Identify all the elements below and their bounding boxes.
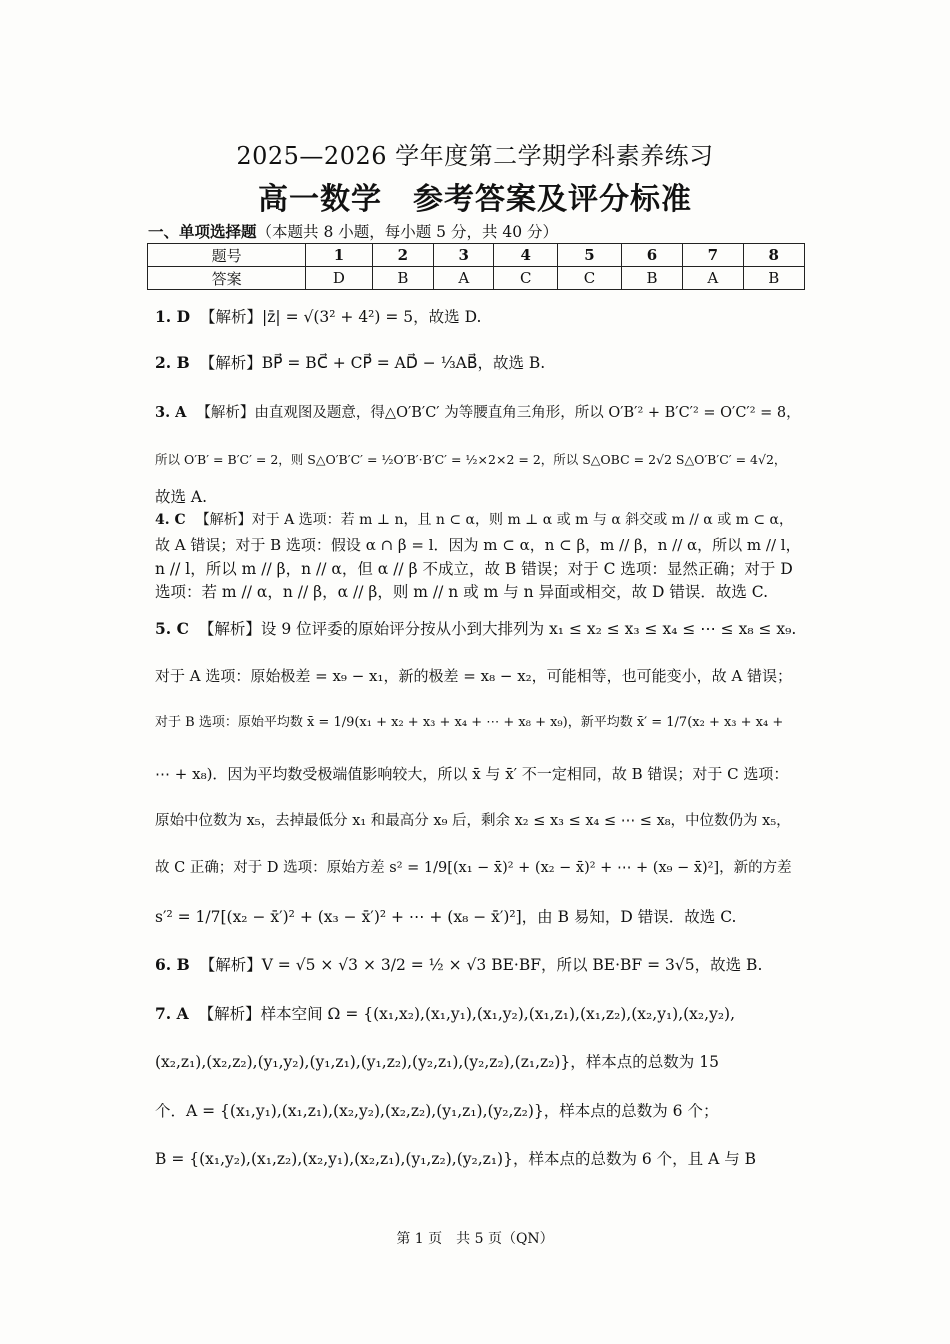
solution-line	[155, 536, 801, 554]
solution-line	[155, 404, 801, 422]
document-title: 高一数学 参考答案及评分标准	[258, 182, 692, 217]
line-text: 个．A = {(x₁,y₁),(x₁,z₁),(x₂,y₂),(x₂,z₂),(y₁,z₁),(y₂,z₂)}，样本点的总数为 6 个；	[155, 1102, 719, 1120]
table-cell: C	[494, 267, 558, 290]
line-text: 【解析】BP⃗ = BC⃗ + CP⃗ = AD⃗ − ⅓AB⃗，故选 B.	[199, 354, 546, 372]
line-text: 选项：若 m // α，n // β，α // β，则 m // n 或 m 与 n 异面或相交，故 D 错误．故选 C.	[155, 583, 769, 601]
solution-line	[155, 667, 792, 685]
line-text: ⋯ + x₈)．因为平均数受极端值影响较大，所以 x̄ 与 x̄′ 不一定相同，故 B 错误；对于 C 选项：	[155, 765, 789, 783]
line-text: 【解析】设 9 位评委的原始评分按从小到大排列为 x₁ ≤ x₂ ≤ x₃ ≤ x₄ ≤ ⋯ ≤ x₈ ≤ x₉.	[198, 620, 797, 638]
question-number: 7. A	[155, 1004, 189, 1023]
question-number: 5. C	[155, 619, 189, 638]
table-row-numbers	[148, 244, 805, 267]
table-cell: 6	[621, 244, 682, 267]
table-cell: B	[372, 267, 433, 290]
table-cell: 7	[683, 244, 743, 267]
line-text: 故选 A.	[155, 488, 208, 506]
solution-line	[155, 1150, 756, 1169]
line-text: 原始中位数为 x₅，去掉最低分 x₁ 和最高分 x₉ 后，剩余 x₂ ≤ x₃ ≤ x₄ ≤ ⋯ ≤ x₈，中位数仍为 x₅，	[155, 813, 791, 829]
question-number: 3. A	[155, 404, 187, 421]
line-text: 所以 O′B′ = B′C′ = 2，则 S△O′B′C′ = ½O′B′·B′C′ = ½×2×2 = 2，所以 S△OBC = 2√2 S△O′B′C′ = 4√2，	[155, 452, 787, 467]
solution-line	[155, 813, 791, 830]
section-label: 一、单项选择题	[148, 222, 257, 241]
exam-title: 2025—2026 学年度第二学期学科素养练习	[236, 142, 714, 170]
line-text: 故 A 错误；对于 B 选项：假设 α ∩ β = l．因为 m ⊂ α，n ⊂ β，m // β，n // α，所以 m // l，	[155, 536, 801, 554]
table-cell: A	[683, 267, 743, 290]
table-row-answers	[148, 267, 805, 290]
line-text: 对于 A 选项：原始极差 = x₉ − x₁，新的极差 = x₈ − x₂，可能相等，也可能变小，故 A 错误；	[155, 667, 793, 685]
solution-line	[155, 512, 793, 529]
table-cell: C	[558, 267, 622, 290]
line-text: 故 C 正确；对于 D 选项：原始方差 s² = 1/9[(x₁ − x̄)² + (x₂ − x̄)² + ⋯ + (x₉ − x̄)²]，新的方差	[155, 860, 792, 876]
table-cell: 5	[558, 244, 622, 267]
line-text: (x₂,z₁),(x₂,z₂),(y₁,y₂),(y₁,z₁),(y₁,z₂),(y₂,z₁),(y₂,z₂),(z₁,z₂)}，样本点的总数为 15	[155, 1053, 719, 1071]
solution-line	[155, 1005, 735, 1024]
line-text: n // l，所以 m // β，n // α，但 α // β 不成立，故 B 错误；对于 C 选项：显然正确；对于 D	[155, 560, 793, 578]
solution-line	[155, 956, 762, 975]
question-number: 4. C	[155, 512, 186, 528]
table-cell: B	[621, 267, 682, 290]
table-cell: 8	[743, 244, 804, 267]
line-text: 【解析】由直观图及题意，得△O′B′C′ 为等腰直角三角形，所以 O′B′² + B′C′² = O′C′² = 8，	[196, 405, 801, 421]
question-number: 2. B	[155, 353, 190, 372]
solution-line	[155, 488, 207, 507]
solution-line	[155, 308, 481, 327]
table-cell: 3	[434, 244, 494, 267]
table-cell: B	[743, 267, 804, 290]
solution-line	[155, 583, 768, 602]
line-text: 【解析】样本空间 Ω = {(x₁,x₂),(x₁,y₁),(x₁,y₂),(x₁,z₁),(x₁,z₂),(x₂,y₁),(x₂,y₂),	[198, 1005, 736, 1023]
table-cell: D	[306, 267, 372, 290]
row-label: 答案	[148, 267, 306, 290]
line-text: 【解析】|z̄| = √(3² + 4²) = 5，故选 D.	[200, 308, 482, 326]
line-text: 【解析】对于 A 选项：若 m ⊥ n，且 n ⊂ α，则 m ⊥ α 或 m 与 α 斜交或 m // α 或 m ⊂ α，	[195, 512, 794, 528]
solution-line	[155, 908, 736, 927]
question-number: 1. D	[155, 307, 191, 326]
line-text: 【解析】V = √5 × √3 × 3/2 = ½ × √3 BE·BF，所以 BE·BF = 3√5，故选 B.	[199, 956, 763, 974]
solution-line	[155, 1053, 719, 1072]
table-cell: 2	[372, 244, 433, 267]
solution-line	[155, 620, 796, 639]
page-footer: 第 1 页 共 5 页（QN）	[396, 1231, 554, 1247]
row-label: 题号	[148, 244, 306, 267]
solution-line	[155, 860, 792, 877]
solution-line	[155, 560, 793, 579]
line-text: B = {(x₁,y₂),(x₁,z₂),(x₂,y₁),(x₂,z₁),(y₁,z₂),(y₂,z₁)}，样本点的总数为 6 个，且 A 与 B	[155, 1150, 757, 1168]
section-note: （本题共 8 小题，每小题 5 分，共 40 分）	[256, 223, 559, 241]
solution-line	[155, 765, 788, 783]
table-cell: 1	[306, 244, 372, 267]
section-heading	[148, 220, 558, 242]
question-number: 6. B	[155, 955, 190, 974]
line-text: 对于 B 选项：原始平均数 x̄ = 1/9(x₁ + x₂ + x₃ + x₄ + ⋯ + x₈ + x₉)，新平均数 x̄′ = 1/7(x₂ + x₃ + x₄ +	[155, 715, 784, 730]
table-cell: A	[434, 267, 494, 290]
table-cell: 4	[494, 244, 558, 267]
line-text: s′² = 1/7[(x₂ − x̄′)² + (x₃ − x̄′)² + ⋯ + (x₈ − x̄′)²]，由 B 易知，D 错误．故选 C.	[155, 908, 737, 926]
solution-line	[155, 354, 545, 373]
answer-table	[147, 243, 805, 290]
solution-line	[155, 452, 786, 467]
solution-line	[155, 1102, 718, 1121]
solution-line	[155, 715, 783, 731]
